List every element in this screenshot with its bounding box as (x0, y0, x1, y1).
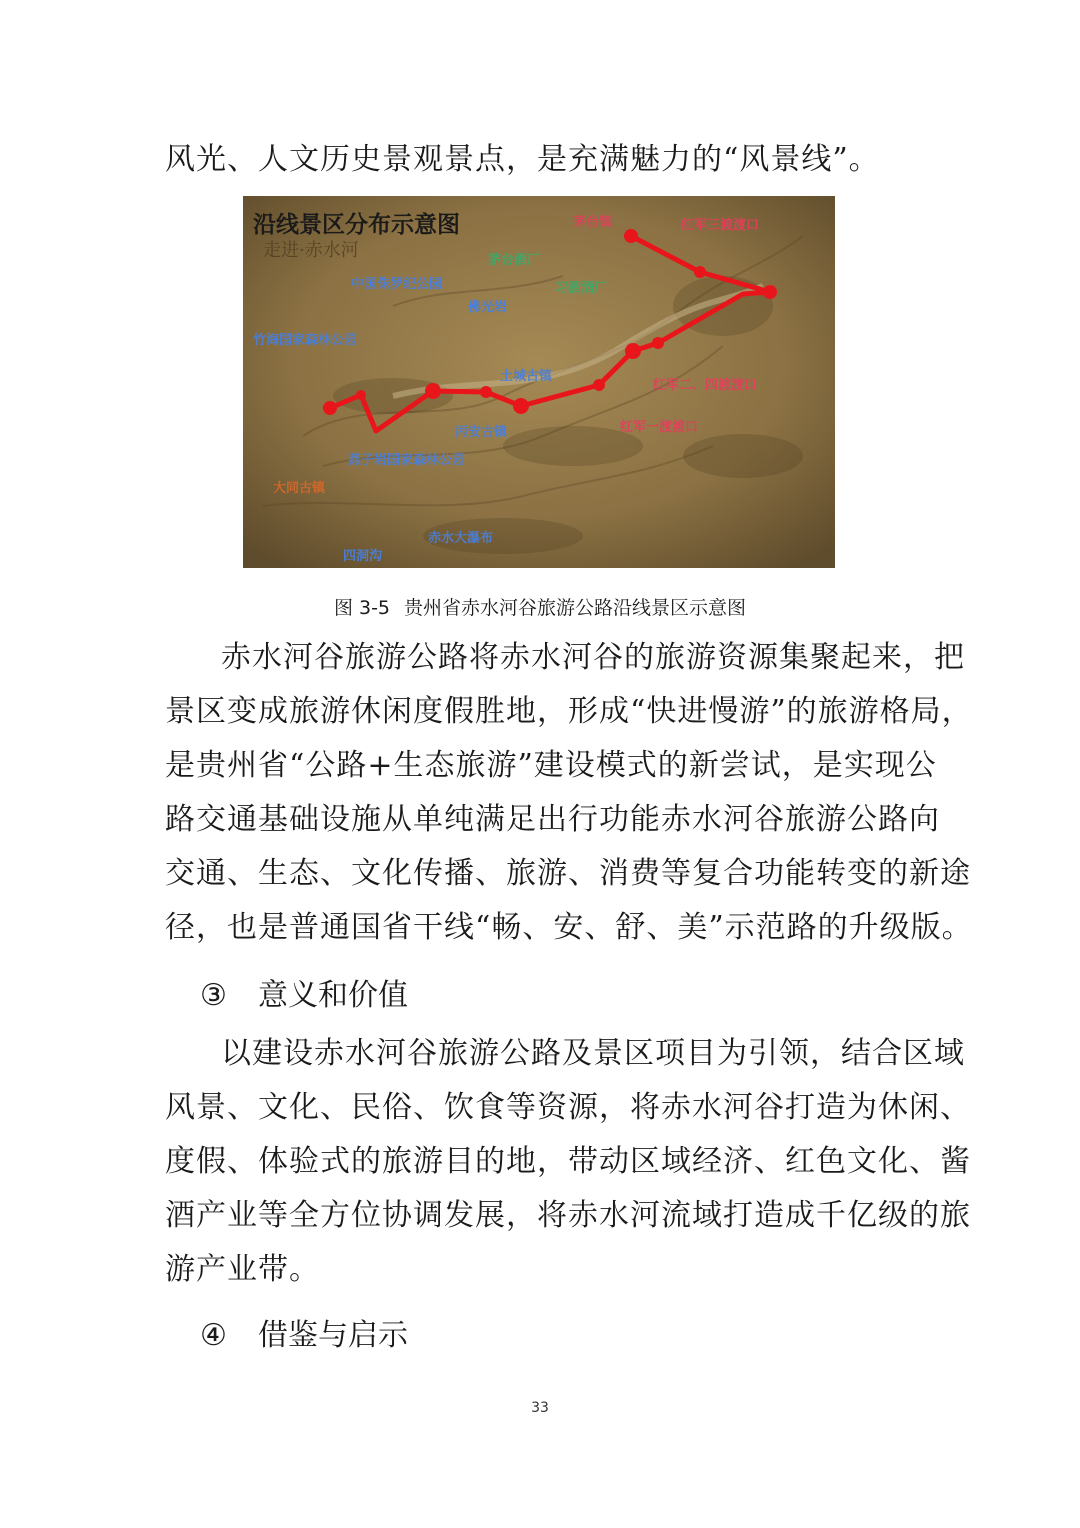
label-hongjun-3: 红军三渡渡口 (681, 218, 760, 233)
paragraph-line: 酒产业等全方位协调发展，将赤水河流域打造成千亿级的旅 (165, 1198, 971, 1233)
label-yanziyan-park: 燕子岩国家森林公园 (348, 453, 466, 468)
label-maotai-winery: 茅台酒厂 (488, 253, 541, 268)
route-stop (356, 390, 366, 400)
label-hongjun-24: 红军二、四渡渡口 (653, 378, 758, 393)
route-stop (624, 229, 638, 243)
caption-text: 贵州省赤水河谷旅游公路沿线景区示意图 (404, 597, 747, 619)
label-datong: 大同古镇 (273, 481, 326, 496)
label-foguang-rock: 佛光岩 (468, 300, 508, 315)
paragraph-line: 风景、文化、民俗、饮食等资源，将赤水河谷打造为休闲、 (165, 1090, 971, 1125)
route-stop (694, 266, 706, 278)
route-map-image (243, 196, 835, 568)
route-map-figure (243, 196, 835, 568)
paragraph-line: 景区变成旅游休闲度假胜地，形成“快进慢游”的旅游格局， (165, 694, 973, 729)
route-stop (480, 386, 492, 398)
paragraph-line: 赤水河谷旅游公路将赤水河谷的旅游资源集聚起来，把 (221, 640, 965, 675)
paragraph-line: 径，也是普通国省干线“畅、安、舒、美”示范路的升级版。 (165, 910, 973, 945)
paragraph-line: 交通、生态、文化传播、旅游、消费等复合功能转变的新途 (165, 856, 971, 891)
section-title: 借鉴与启示 (258, 1318, 408, 1353)
paragraph-line: 度假、体验式的旅游目的地，带动区域经济、红色文化、酱 (165, 1144, 971, 1179)
paragraph-line: 是贵州省“公路+生态旅游”建设模式的新尝试，是实现公 (165, 748, 937, 783)
label-maotai-town: 茅台镇 (573, 215, 613, 230)
page-number: 33 (531, 1400, 549, 1416)
label-xijiu-winery: 习酒酒厂 (555, 281, 608, 296)
label-jurassic-park: 中国侏罗纪公园 (351, 277, 443, 292)
route-stop (625, 343, 641, 359)
section-marker: ④ (200, 1318, 227, 1353)
paragraph-line: 游产业带。 (165, 1252, 320, 1287)
paragraph-line: 以建设赤水河谷旅游公路及景区项目为引领，结合区域 (221, 1036, 965, 1071)
label-chishui-waterfall: 赤水大瀑布 (428, 531, 494, 546)
route-stop (593, 379, 605, 391)
route-stop (425, 383, 441, 399)
figure-caption (0, 593, 1080, 620)
map-title: 沿线景区分布示意图 (253, 212, 460, 238)
label-tucheng: 土城古镇 (500, 369, 553, 384)
route-stop (763, 285, 777, 299)
label-sidonggou: 四洞沟 (343, 549, 383, 564)
paragraph-line: 路交通基础设施从单纯满足出行功能赤水河谷旅游公路向 (165, 802, 940, 837)
map-watermark: 走进·赤水河 (263, 240, 359, 261)
label-hongjun-1: 红军一渡渡口 (620, 420, 699, 435)
route-stop (323, 401, 337, 415)
section-title: 意义和价值 (258, 978, 408, 1013)
intro-line: 风光、人文历史景观景点，是充满魅力的“风景线”。 (165, 142, 880, 177)
route-stop (513, 398, 529, 414)
label-bingan: 丙安古镇 (455, 425, 508, 440)
label-zhuhai-park: 竹海国家森林公园 (253, 333, 358, 348)
caption-number: 图 3-5 (333, 597, 391, 619)
route-stop (652, 337, 664, 349)
section-marker: ③ (200, 978, 227, 1013)
